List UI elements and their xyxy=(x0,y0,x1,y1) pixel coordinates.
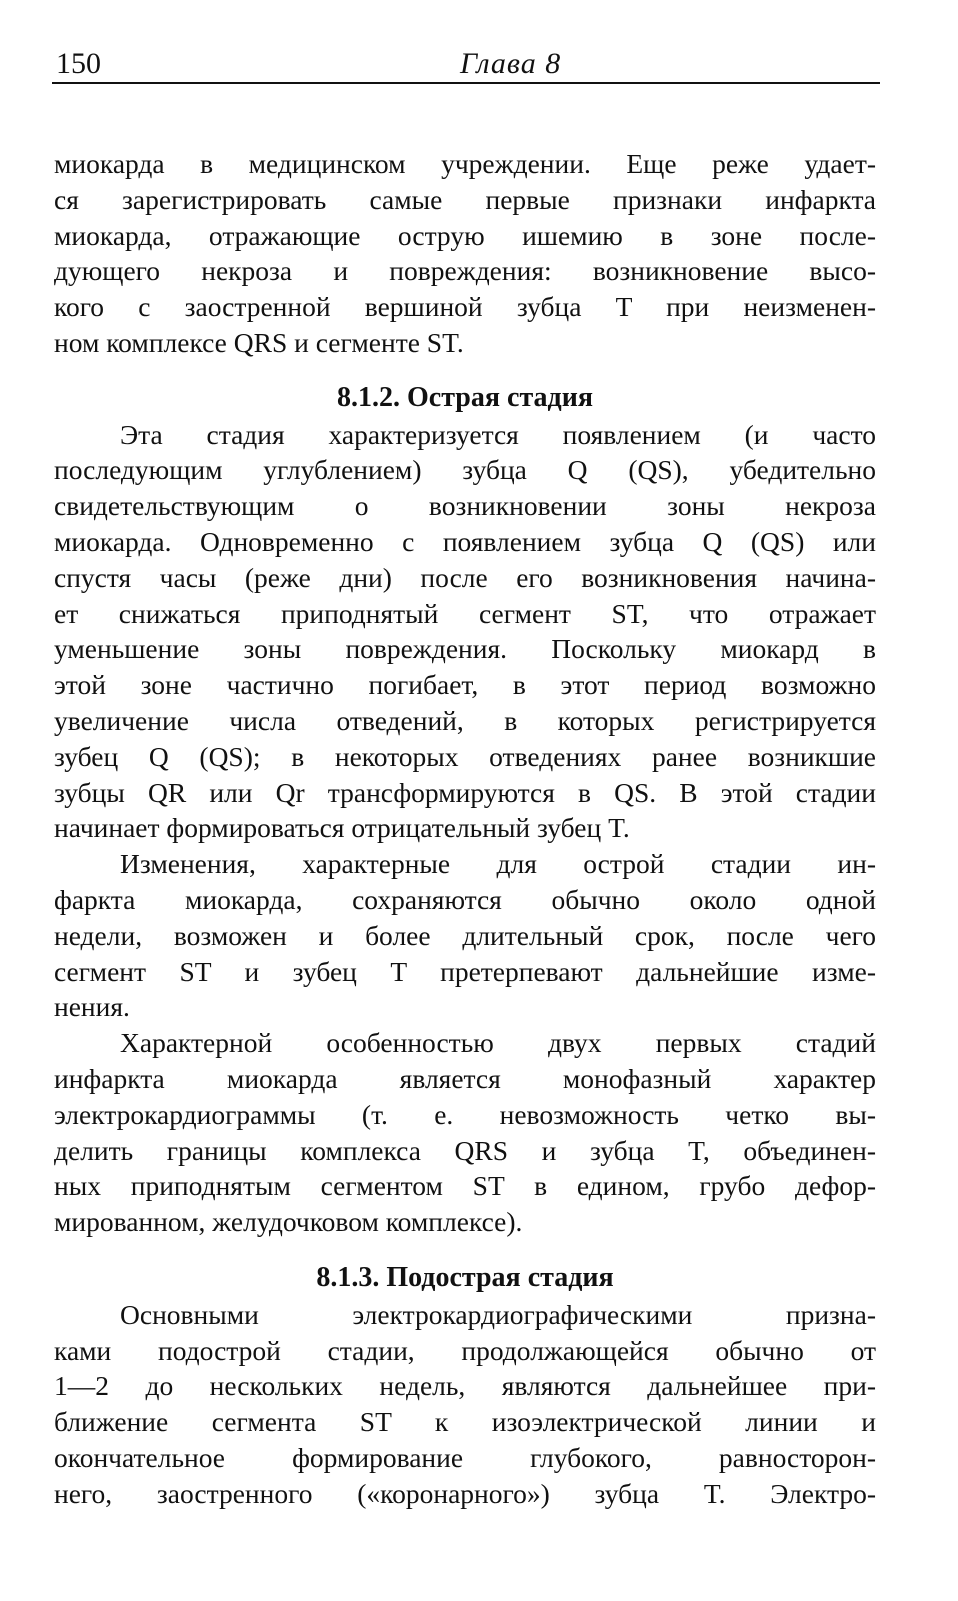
text-line: 1—2 до нескольких недель, являются дальнейшее при- xyxy=(54,1370,876,1402)
text-line: дующего некроза и повреждения: возникновение высо- xyxy=(54,255,876,287)
text-line: мированном, желудочковом комплексе). xyxy=(54,1206,523,1238)
text-line: Основными электрокардиографическими призна- xyxy=(120,1298,876,1330)
text-line: ся зарегистрировать самые первые признаки инфаркта xyxy=(54,183,876,215)
text-line: недели, возможен и более длительный срок, после чего xyxy=(54,919,876,951)
text-line: окончательное формирование глубокого, равносторон- xyxy=(54,1441,876,1473)
section-8-1-2-paragraph-2 xyxy=(54,846,876,1025)
text-line: сегмент ST и зубец T претерпевают дальнейшие изме- xyxy=(54,955,876,987)
text-line: миокарда, отражающие острую ишемию в зоне после- xyxy=(54,219,876,251)
text-line: электрокардиограммы (т. е. невозможность четко вы- xyxy=(54,1098,876,1130)
text-line: зубец Q (QS); в некоторых отведениях ранее возникшие xyxy=(54,740,876,772)
text-line: ближение сегмента ST к изоэлектрической линии и xyxy=(54,1406,876,1438)
text-line: фаркта миокарда, сохраняются обычно около одной xyxy=(54,883,876,915)
text-line: кого с заостренной вершиной зубца T при неизменен- xyxy=(54,291,876,323)
header-rule xyxy=(52,82,880,84)
text-line: ками подострой стадии, продолжающейся обычно от xyxy=(54,1334,876,1366)
text-line: инфаркта миокарда является монофазный характер xyxy=(54,1062,876,1094)
page-number: 150 xyxy=(56,47,101,80)
section-8-1-2-paragraph-1 xyxy=(54,417,876,847)
intro-paragraph xyxy=(54,146,876,361)
text-line: ет снижаться приподнятый сегмент ST, что отражает xyxy=(54,597,876,629)
text-line: ных приподнятым сегментом ST в едином, грубо дефор- xyxy=(54,1170,876,1202)
running-header xyxy=(52,42,880,86)
text-line: Изменения, характерные для острой стадии ин- xyxy=(120,848,876,880)
text-line: начинает формироваться отрицательный зубец T. xyxy=(54,812,630,844)
text-line: Характерной особенностью двух первых стадий xyxy=(120,1027,876,1059)
text-line: свидетельствующим о возникновении зоны некроза xyxy=(54,490,876,522)
text-line: зубцы QR или Qr трансформируются в QS. В этой стадии xyxy=(54,776,876,808)
text-line: нения. xyxy=(54,991,130,1023)
text-line: уменьшение зоны повреждения. Поскольку миокард в xyxy=(54,633,876,665)
text-line: спустя часы (реже дни) после его возникновения начина- xyxy=(54,561,876,593)
section-heading-8-1-3: 8.1.3. Подострая стадия xyxy=(316,1261,614,1293)
text-line: ном комплексе QRS и сегменте ST. xyxy=(54,326,464,358)
text-line: него, заостренного («коронарного») зубца T. Электро- xyxy=(54,1477,876,1509)
section-8-1-3-paragraph-1 xyxy=(54,1297,876,1512)
text-line: увеличение числа отведений, в которых регистрируется xyxy=(54,704,876,736)
text-line: этой зоне частично погибает, в этот период возможно xyxy=(54,669,876,701)
text-line: миокарда. Одновременно с появлением зубца Q (QS) или xyxy=(54,525,876,557)
text-line: миокарда в медицинском учреждении. Еще реже удает- xyxy=(54,148,876,179)
text-line: делить границы комплекса QRS и зубца T, объединен- xyxy=(54,1134,876,1166)
text-line: Эта стадия характеризуется появлением (и часто xyxy=(120,418,876,450)
section-8-1-2-paragraph-3 xyxy=(54,1025,876,1240)
chapter-title: Глава 8 xyxy=(460,47,562,80)
body-text xyxy=(54,146,876,1511)
section-heading-8-1-2: 8.1.2. Острая стадия xyxy=(337,381,593,413)
text-line: последующим углублением) зубца Q (QS), убедительно xyxy=(54,454,876,486)
